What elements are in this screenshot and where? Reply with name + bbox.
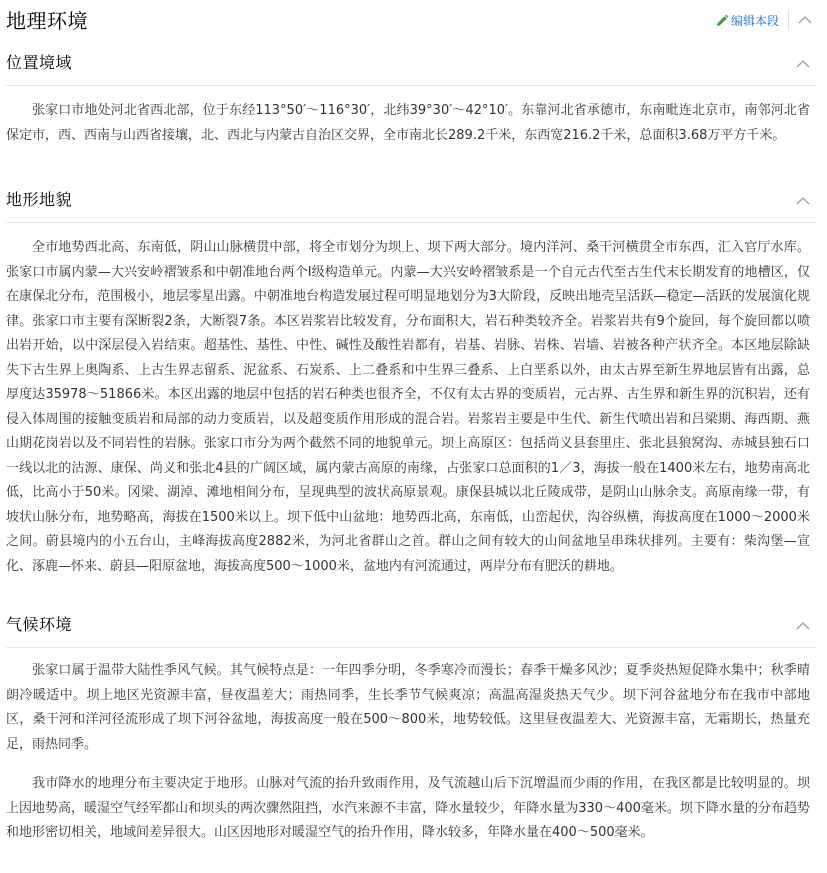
edit-section-label: 编辑本段 xyxy=(731,14,780,28)
section-divider xyxy=(6,85,817,86)
section-terrain xyxy=(6,188,817,608)
section-collapse-button[interactable] xyxy=(794,55,812,73)
chevron-up-icon xyxy=(794,617,812,635)
pencil-icon xyxy=(715,14,729,28)
section-title: 气候环境 xyxy=(6,615,73,634)
header-divider xyxy=(788,10,789,30)
section-divider xyxy=(6,647,817,648)
section-collapse-button[interactable] xyxy=(794,617,812,635)
section-paragraph: 张家口属于温带大陆性季风气候。其气候特点是：一年四季分明，冬季寒冷而漫长；春季干燥多风沙；夏季炎热短促降水集中；秋季晴朗冷暖适中。坝上地区光资源丰富，昼夜温差大；雨热同季，生长季节气候爽凉；高温高湿炎热天气少。坝下河谷盆地分布在我市中部地区，桑干河和洋河径流形成了坝下河谷盆地，海拔高度一般在500～800米，地势较低。这里昼夜温差大、光资源丰富，无霜期长，热量充足，雨热同季。 xyxy=(6,663,810,752)
section-title: 位置境域 xyxy=(6,53,73,72)
chevron-up-icon xyxy=(794,55,812,73)
edit-section-button[interactable] xyxy=(715,12,779,30)
section-collapse-button[interactable] xyxy=(794,192,812,210)
section-paragraph: 张家口市地处河北省西北部，位于东经113°50′～116°30′，北纬39°30′～42°10′。东靠河北省承德市，东南毗连北京市，南邻河北省保定市，西、西南与山西省接壤，北、西北与内蒙古自治区交界，全市南北长289.2千米，东西宽216.2千米，总面积3.68万平方千米。 xyxy=(6,103,810,143)
section-paragraph: 我市降水的地理分布主要决定于地形。山脉对气流的抬升致雨作用，及气流越山后下沉增温而少雨的作用，在我区都是比较明显的。坝上因地势高，暖湿空气经军都山和坝头的两次骤然阻挡，水汽来源不丰富，降水量较少，年降水量为330～400毫米。坝下降水量的分布趋势和地形密切相关，地域间差异很大。山区因地形对暖湿空气的抬升作用，降水较多，年降水量在400～500毫米。 xyxy=(6,776,810,840)
chevron-up-icon xyxy=(794,192,812,210)
chevron-up-icon xyxy=(796,11,814,29)
page-title: 地理环境 xyxy=(6,9,88,33)
collapse-all-button[interactable] xyxy=(796,11,814,29)
main-header xyxy=(6,6,817,38)
section-location xyxy=(6,51,817,176)
section-title: 地形地貌 xyxy=(6,190,73,209)
section-divider xyxy=(6,222,817,223)
section-climate xyxy=(6,613,817,873)
section-paragraph: 全市地势西北高、东南低，阴山山脉横贯中部，将全市划分为坝上、坝下两大部分。境内洋河、桑干河横贯全市东西，汇入官厅水库。张家口市属内蒙—大兴安岭褶皱系和中朝准地台两个Ⅰ级构造单元。内蒙—大兴安岭褶皱系是一个自元古代至古生代末长期发育的地槽区，仅在康保北分布，范围极小，地层零星出露。中朝准地台构造发展过程可明显地划分为3大阶段，反映出地壳呈活跃—稳定—活跃的发展演化规律。张家口市主要有深断裂2条，大断裂7条。本区岩浆岩比较发育，分布面积大，岩石种类较齐全。岩浆岩共有9个旋回，每个旋回都以喷出岩开始，以中深层侵入岩结束。超基性、基性、中性、碱性及酸性岩都有，岩基、岩脉、岩株、岩墙、岩被各种产状齐全。本区地层除缺失下古生界上奥陶系、上古生界志留系、泥盆系、石炭系、上二叠系和中生界三叠系、上白垩系以外，由太古界至新生界地层皆有出露，总厚度达35978～51866米。本区出露的地层中包括的岩石种类也很齐全，不仅有太古界的变质岩，元古界、古生界和新生界的沉积岩，还有侵入体周围的接触变质岩和局部的动力变质岩，以及超变质作用形成的混合岩。岩浆岩主要是中生代、新生代喷出岩和吕梁期、海西期、燕山期花岗岩以及不同岩性的岩脉。张家口市分为两个截然不同的地貌单元。坝上高原区：包括尚义县套里庄、张北县狼窝沟、赤城县独石口一线以北的沽源、康保、尚义和张北4县的广阔区域，属内蒙古高原的南缘，占张家口总面积的1／3，海拔一般在1400米左右，地势南高北低，比高小于50米。冈梁、湖淖、滩地相间分布，呈现典型的波状高原景观。康保县城以北丘陵成带，是阴山山脉余支。高原南缘一带，有坡状山脉分布，地势略高，海拔在1500米以上。坝下低中山盆地：地势西北高，东南低，山峦起伏，沟谷纵横，海拔高度在1000～2000米之间。蔚县境内的小五台山，主峰海拔高度2882米，为河北省群山之首。群山之间有较大的山间盆地呈串珠状排列。主要有：柴沟堡—宣化、涿鹿—怀来、蔚县—阳原盆地，海拔高度500～1000米，盆地内有河流通过，两岸分布有肥沃的耕地。 xyxy=(6,240,810,574)
